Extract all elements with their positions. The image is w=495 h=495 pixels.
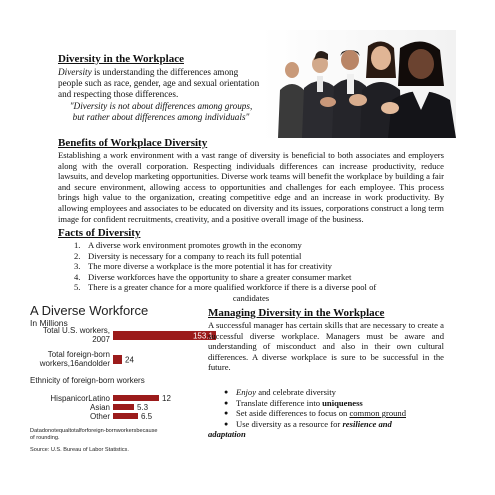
chart-footnote: Datadonotequaltotalforforeign-bornworkersbecause xyxy=(30,428,158,434)
bullet-rest: Use diversity as a resource for xyxy=(236,418,343,429)
bullet-rest: Set aside differences to focus on xyxy=(236,408,350,419)
bullet-rest: Translate difference into xyxy=(236,397,323,408)
bullet-text xyxy=(236,408,444,419)
list-item xyxy=(224,419,444,430)
category-label: Total foreign-born xyxy=(47,350,110,359)
intro-definition-text: is understanding the differences among people such as race, gender, age and sexual orientation and respecting those differences. xyxy=(58,67,260,99)
category-label: Asian xyxy=(89,403,110,412)
chart-group-heading: Ethnicity of foreign-born workers xyxy=(30,376,145,385)
benefits-heading: Benefits of Workplace Diversity xyxy=(58,137,208,149)
benefits-body: Establishing a work environment with a vast range of diversity is beneficial to both associates and employers along with the overall corporation. Respecting individuals differences can increase productivity, reduce lawsuits, and develop marketing opportunities. Diverse work teams will benefit the workplace by building a fair and secure environment, allowing access to opportunities and challenges for each employee. This process brings high value to the organization, creating competitive edge and an increase in work productivity. By allowing employees and associates to be educated on diversity and its issues, corporations construct a long term image for confident recruitments, creativity, and a positive overall image of the business. xyxy=(58,150,444,224)
intro-heading: Diversity in the Workplace xyxy=(58,53,184,65)
list-item-text: Diverse workforces have the opportunity to share a greater consumer market xyxy=(88,271,352,282)
chart-source: Source: U.S. Bureau of Labor Statistics. xyxy=(30,447,129,453)
managing-section xyxy=(208,307,444,440)
list-item-number: 2. xyxy=(74,250,81,261)
chart-bar xyxy=(113,395,159,401)
data-label: 5.3 xyxy=(137,403,149,412)
managing-body: A successful manager has certain skills that are necessary to create a successful diverse workplace. Managers must be aware and understanding of misconduct and also in their own cultural differences. A diverse workplace is sure to be successful in the future. xyxy=(208,320,444,373)
workforce-chart xyxy=(30,303,213,458)
bullet-text xyxy=(236,419,444,430)
list-item xyxy=(74,251,444,262)
category-label: workers,16andolder xyxy=(39,359,110,368)
list-item xyxy=(74,261,444,272)
data-label: 24 xyxy=(125,355,134,365)
category-label: HispanicorLatino xyxy=(50,394,110,403)
chart-bar xyxy=(113,404,134,410)
bullet-underline: common ground xyxy=(349,408,407,419)
chart-bar xyxy=(113,355,122,364)
intro-definition xyxy=(58,67,264,100)
bullet-dot-icon: ● xyxy=(224,419,229,428)
benefits-section xyxy=(58,137,444,224)
intro-term: Diversity xyxy=(58,67,92,77)
list-item-number: 1. xyxy=(74,240,81,250)
data-label: 6.5 xyxy=(141,412,153,421)
managing-heading: Managing Diversity in the Workplace xyxy=(208,307,385,319)
list-item-number: 4. xyxy=(74,271,81,282)
list-item xyxy=(74,282,444,293)
list-item-number: 3. xyxy=(74,261,81,272)
bullet-dot-icon: ● xyxy=(224,387,229,396)
intro-section xyxy=(58,53,264,123)
bullet-dot-icon: ● xyxy=(224,398,229,407)
chart-plot xyxy=(30,303,213,458)
chart-footnote: of rounding. xyxy=(30,435,60,441)
list-item-text: A diverse work environment promotes growth in the economy xyxy=(88,240,302,250)
intro-quote: "Diversity is not about differences among groups, but rather about differences among individuals" xyxy=(69,101,253,122)
managing-bullets xyxy=(208,387,444,429)
facts-section xyxy=(58,227,444,304)
facts-heading: Facts of Diversity xyxy=(58,227,141,239)
list-item xyxy=(224,387,444,398)
bullet-text xyxy=(236,398,444,409)
chart-unit-label: In Millions xyxy=(30,318,68,328)
list-item-continuation: candidates xyxy=(232,292,270,303)
list-item xyxy=(74,272,444,283)
bullet-strong: uniqueness xyxy=(322,397,363,408)
list-item xyxy=(224,408,444,419)
list-item xyxy=(74,240,444,251)
list-item-text: There is a greater chance for a more qualified workforce if there is a diverse pool of xyxy=(88,282,377,293)
bullet-continuation: adaptation xyxy=(208,429,246,440)
chart-bar xyxy=(113,413,138,419)
category-label: Other xyxy=(89,412,110,421)
chart-title: A Diverse Workforce xyxy=(30,303,149,318)
list-item-text: Diversity is necessary for a company to reach its full potential xyxy=(88,250,302,261)
photo-illustration xyxy=(262,30,456,138)
list-item-number: 5. xyxy=(74,282,81,293)
category-label: Total U.S. workers, xyxy=(42,326,110,335)
category-label: 2007 xyxy=(92,335,110,344)
bullet-emphasis: Enjoy xyxy=(236,386,257,397)
data-label: 12 xyxy=(162,394,171,403)
bullet-dot-icon: ● xyxy=(224,409,229,418)
bullet-emphasis: resilience and xyxy=(342,418,392,429)
business-team-applauding-photo xyxy=(262,30,456,138)
data-label: 153.1 xyxy=(192,331,213,341)
bullet-text xyxy=(236,387,444,398)
list-item xyxy=(224,398,444,409)
facts-list xyxy=(58,240,444,293)
list-item-text: The more diverse a workplace is the more potential it has for creativity xyxy=(88,261,332,272)
bullet-rest: and celebrate diversity xyxy=(256,386,336,397)
